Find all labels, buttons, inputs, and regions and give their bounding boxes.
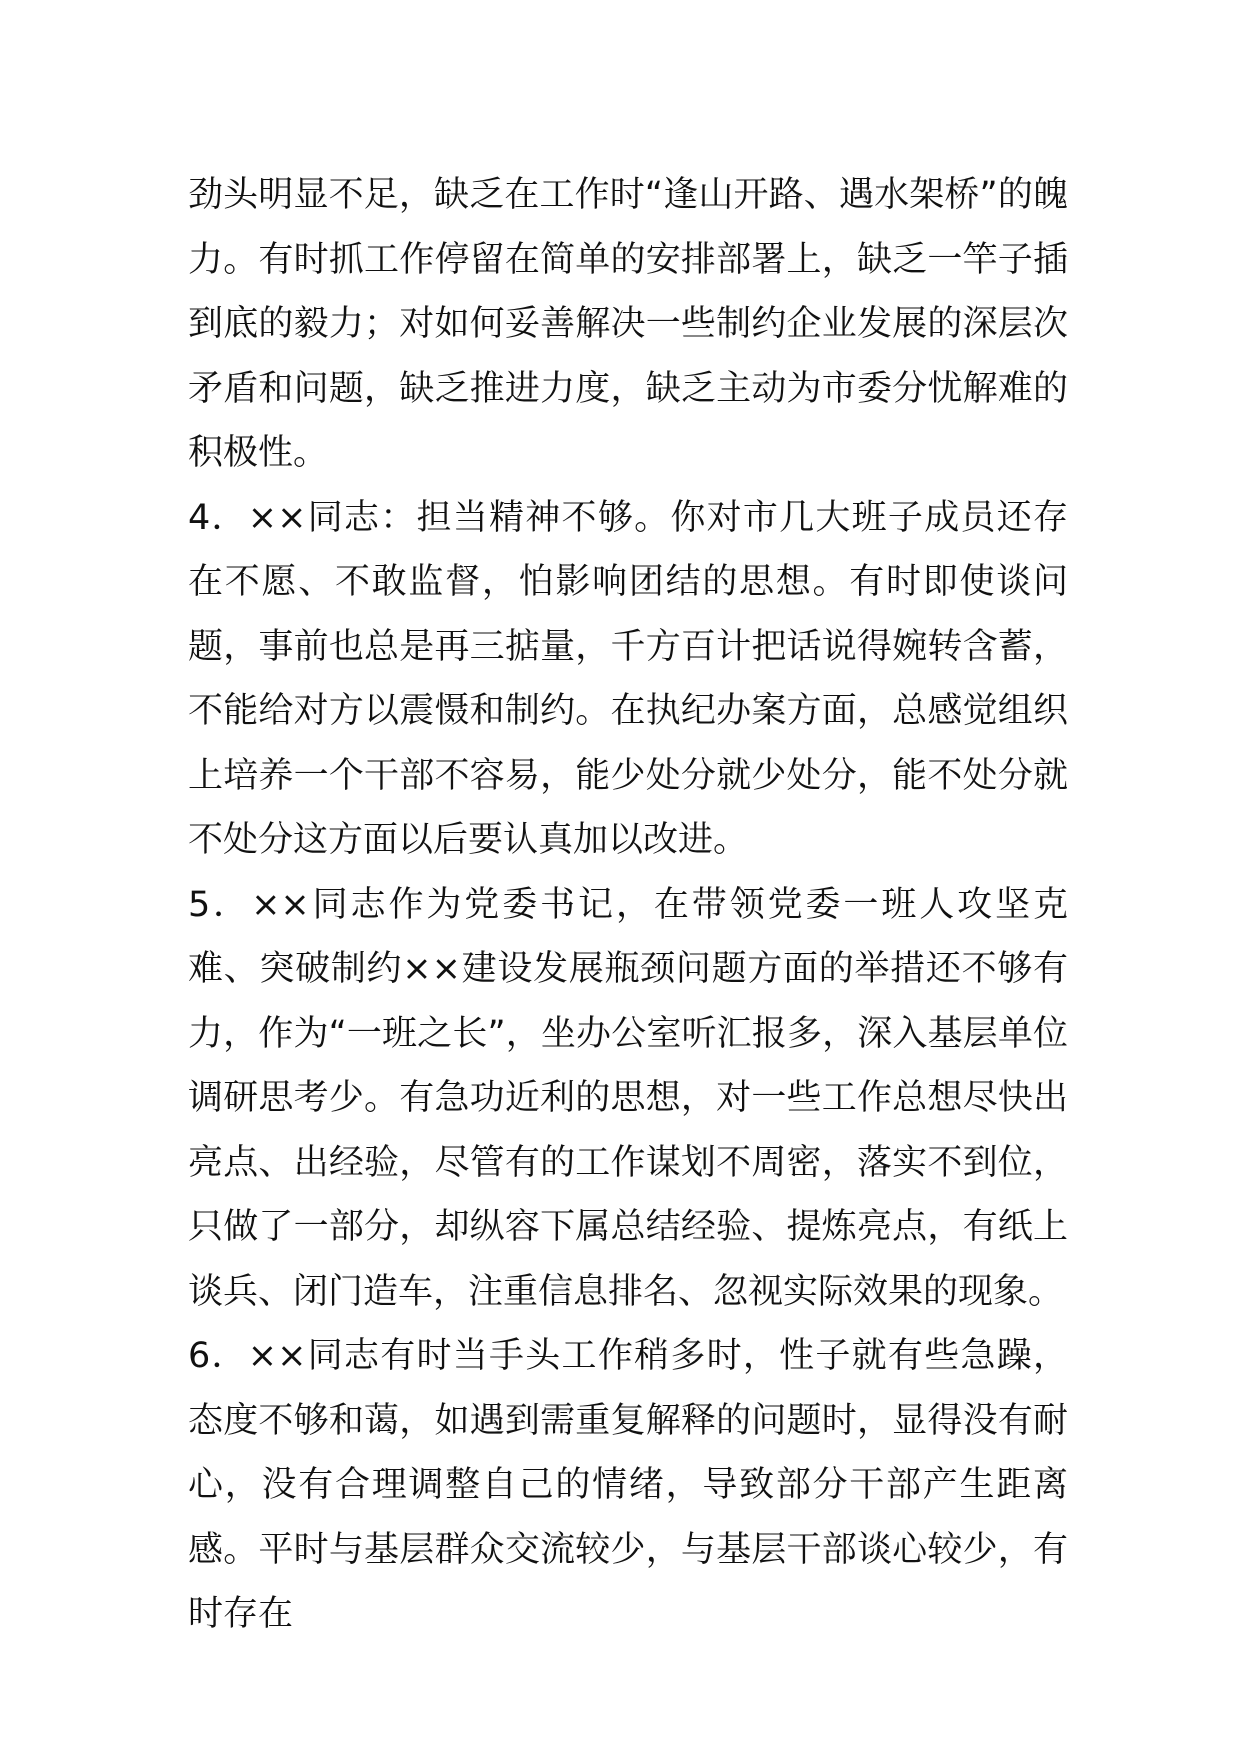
paragraph-item-5: 5．××同志作为党委书记，在带领党委一班人攻坚克难、突破制约××建设发展瓶颈问题方面的举措还不够有力，作为“一班之长”，坐办公室听汇报多，深入基层单位调研思考少。有急功近利的思想，对一些工作总想尽快出亮点、出经验，尽管有的工作谋划不周密，落实不到位，只做了一部分，却纵容下属总结经验、提炼亮点，有纸上谈兵、闭门造车，注重信息排名、忽视实际效果的现象。 (188, 884, 1068, 1312)
paragraph-continuation: 劲头明显不足，缺乏在工作时“逢山开路、遇水架桥”的魄力。有时抓工作停留在简单的安排部署上，缺乏一竿子插到底的毅力；对如何妥善解决一些制约企业发展的深层次矛盾和问题，缺乏推进力度，缺乏主动为市委分忧解难的积极性。 (188, 175, 1068, 473)
paragraph-item-6: 6．××同志有时当手头工作稍多时，性子就有些急躁，态度不够和蔼，如遇到需重复解释的问题时，显得没有耐心，没有合理调整自己的情绪，导致部分干部产生距离感。平时与基层群众交流较少，与基层干部谈心较少，有时存在 (188, 1336, 1068, 1634)
paragraph-item-4: 4．××同志：担当精神不够。你对市几大班子成员还存在不愿、不敢监督，怕影响团结的思想。有时即使谈问题，事前也总是再三掂量，千方百计把话说得婉转含蓄，不能给对方以震慑和制约。在执纪办案方面，总感觉组织上培养一个干部不容易，能少处分就少处分，能不处分就不处分这方面以后要认真加以改进。 (188, 497, 1068, 860)
document-body (188, 163, 1068, 1647)
